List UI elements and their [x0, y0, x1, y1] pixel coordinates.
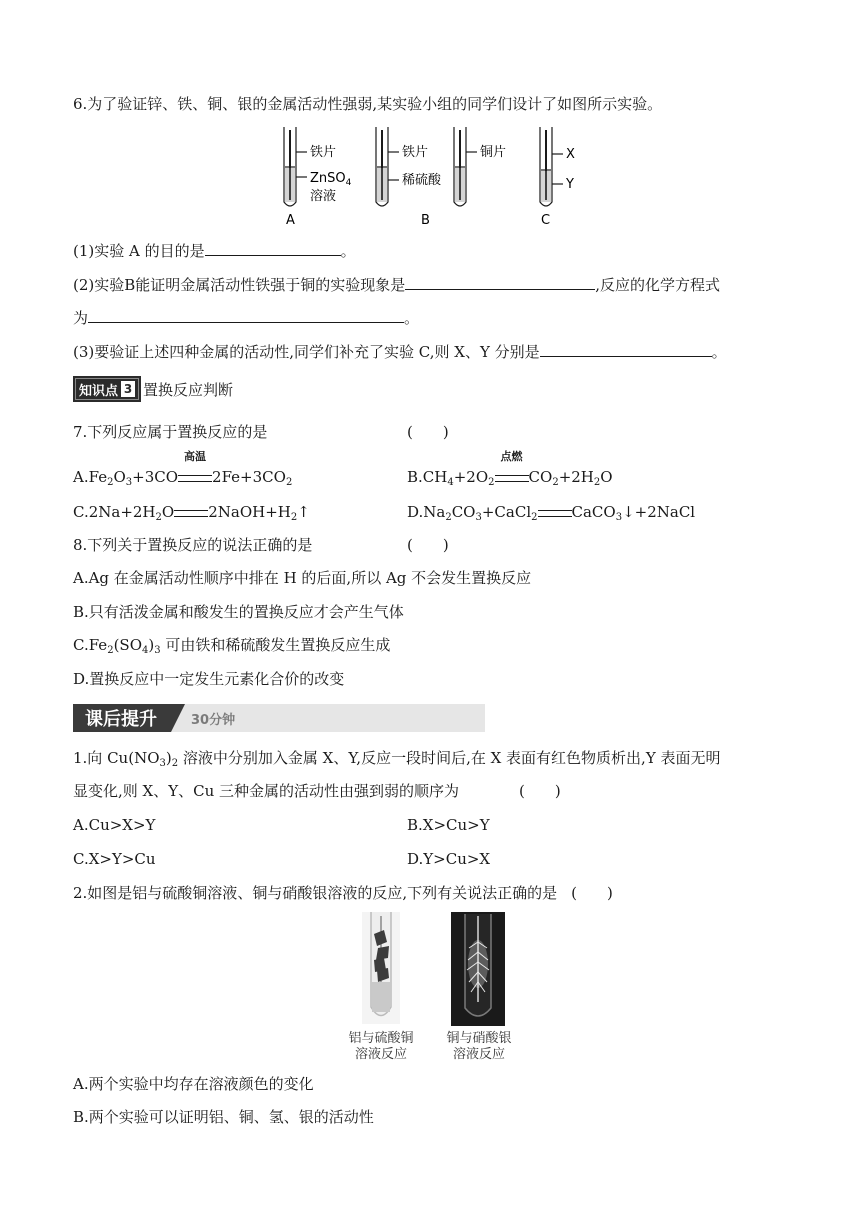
- h2-option-b[interactable]: B.两个实验可以证明铝、铜、氢、银的活动性: [73, 1108, 374, 1126]
- q6-part1: (1)实验 A 的目的是 。: [73, 242, 356, 260]
- h1-stem-line2: 显变化,则 X、Y、Cu 三种金属的活动性由强到弱的顺序为 ( ): [73, 782, 561, 800]
- h1-stem-line1: 1.向 $Cu(NO_3)_2$ 溶液中分别加入金属 X、Y,反应一段时间后,在 X 表面有红色物质析出,Y 表面无明: [73, 749, 721, 769]
- fig-b-label-iron: 铁片: [402, 145, 429, 160]
- h2-paren[interactable]: ( ): [571, 884, 613, 902]
- h1-option-a[interactable]: A.Cu>X>Y: [73, 816, 156, 834]
- knowledge-point-badge: 知识点 3: [73, 376, 141, 402]
- answer-blank[interactable]: [405, 274, 595, 290]
- q6-part2-line1: (2)实验B能证明金属活动性铁强于铜的实验现象是 ,反应的化学方程式: [73, 276, 721, 294]
- q6-part3: (3)要验证上述四种金属的活动性,同学们补充了实验 C,则 X、Y 分别是 。: [73, 343, 727, 361]
- q8-option-c[interactable]: $C.Fe_2(SO_4)_3$ 可由铁和稀硫酸发生置换反应生成: [73, 636, 391, 656]
- photo-aluminum-copper-sulfate: [362, 912, 400, 1024]
- banner-title: 课后提升: [73, 704, 171, 732]
- q8-option-a[interactable]: A.Ag 在金属活动性顺序中排在 H 的后面,所以 Ag 不会发生置换反应: [73, 569, 532, 587]
- h1-paren[interactable]: ( ): [519, 782, 561, 800]
- knowledge-point-title: 置换反应判断: [143, 380, 234, 399]
- q7-stem: 7.下列反应属于置换反应的是: [73, 423, 268, 441]
- test-tube-figure: [270, 122, 590, 232]
- fig-caption-a: A: [286, 213, 295, 228]
- q7-paren[interactable]: ( ): [407, 423, 449, 441]
- fig-a-label-iron: 铁片: [310, 145, 337, 160]
- q8-option-b[interactable]: B.只有活泼金属和酸发生的置换反应才会产生气体: [73, 603, 404, 621]
- fig-caption-c: C: [541, 213, 551, 228]
- answer-blank[interactable]: [540, 341, 712, 357]
- condition-ignite: 点燃: [500, 450, 523, 463]
- q6-part2-line2: 为 。: [73, 309, 420, 327]
- q7-option-d[interactable]: $D.Na_2CO_3+CaCl_2$ CaCO$_3$↓+2NaCl: [407, 503, 696, 523]
- fig-a-label-solution: 溶液: [310, 189, 337, 204]
- q6-stem: 6.为了验证锌、铁、铜、银的金属活动性强弱,某实验小组的同学们设计了如图所示实验。: [73, 95, 663, 113]
- q8-stem: 8.下列关于置换反应的说法正确的是: [73, 536, 313, 554]
- banner-time: 30分钟: [191, 712, 236, 728]
- h1-option-c[interactable]: C.X>Y>Cu: [73, 850, 156, 868]
- h2-option-a[interactable]: A.两个实验中均存在溶液颜色的变化: [73, 1075, 314, 1093]
- h2-stem: 2.如图是铝与硫酸铜溶液、铜与硝酸银溶液的反应,下列有关说法正确的是 ( ): [73, 884, 613, 902]
- h1-option-b[interactable]: B.X>Cu>Y: [407, 816, 490, 834]
- h1-option-d[interactable]: D.Y>Cu>X: [407, 850, 491, 868]
- q8-paren[interactable]: ( ): [407, 536, 449, 554]
- q7-option-a[interactable]: $A.Fe_2O_3+3CO$ 高温 $2Fe+3CO_2$: [73, 450, 293, 488]
- fig-b-label-copper: 铜片: [480, 145, 507, 160]
- condition-high-temp: 高温: [184, 450, 207, 463]
- photo-copper-silver-nitrate: [451, 912, 505, 1026]
- fig-a-label-znso4: ZnSO$_4$: [310, 171, 352, 188]
- fig-c-label-y: Y: [566, 177, 574, 192]
- q7-option-c[interactable]: $C.2Na+2H_2O$ $2NaOH+H_2↑$: [73, 503, 310, 523]
- fig-c-label-x: X: [566, 147, 575, 162]
- knowledge-point-header: [73, 376, 233, 402]
- section-banner: [73, 704, 485, 732]
- q7-option-b[interactable]: $B.CH_4+2O_2$ 点燃 $CO_2+2H_2O$: [407, 450, 613, 488]
- fig-caption-b: B: [421, 213, 430, 228]
- answer-blank[interactable]: [205, 240, 341, 256]
- photo2-caption: 铜与硝酸银 溶液反应: [446, 1031, 512, 1062]
- photo1-caption: 铝与硫酸铜 溶液反应: [348, 1031, 414, 1062]
- fig-b-label-acid: 稀硫酸: [402, 173, 442, 188]
- q8-option-d[interactable]: D.置换反应中一定发生元素化合价的改变: [73, 670, 345, 688]
- answer-blank[interactable]: [88, 307, 404, 323]
